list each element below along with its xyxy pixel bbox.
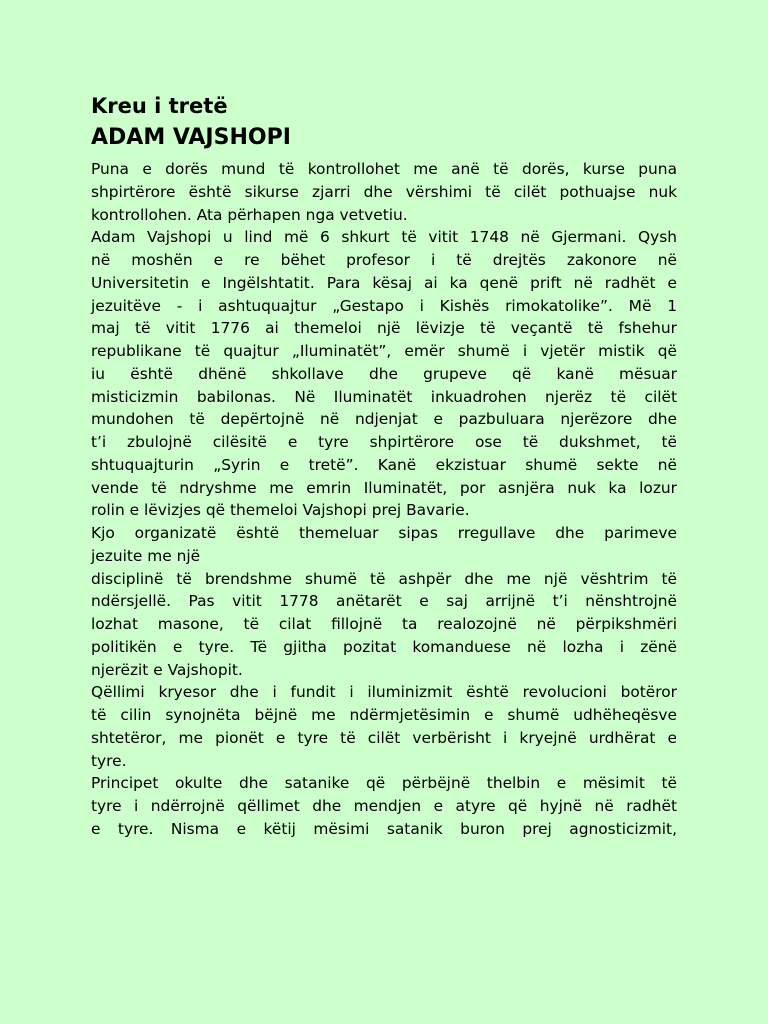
text-line: maj të vitit 1776 ai themeloi një lëvizje të veçantë të fshehur	[91, 319, 677, 338]
text-line: misticizmin babilonas. Në Iluminatët inkuadrohen njerëz të cilët	[91, 387, 677, 406]
text-line: e tyre. Nisma e këtij mësimi satanik buron prej agnosticizmit,	[91, 819, 677, 838]
text-line: politikën e tyre. Të gjitha pozitat komanduese në lozha i zënë	[91, 637, 677, 656]
text-line: shpirtërore është sikurse zjarri dhe vërshimi të cilët pothuajse nuk	[91, 182, 677, 201]
text-line: Principet okulte dhe satanike që përbëjnë thelbin e mësimit të	[91, 774, 677, 793]
text-line: jezuite me një	[91, 546, 201, 565]
text-line: në moshën e re bëhet profesor i të drejtës zakonore në	[91, 251, 677, 269]
document-page	[91, 90, 677, 841]
text-line: të cilin synojnëta bëjnë me ndërmjetësimin e shumë udhëheqësve	[91, 706, 677, 724]
text-line: Kjo organizatë është themeluar sipas rregullave dhe parimeve	[91, 524, 677, 542]
text-line: iu është dhënë shkollave dhe grupeve që kanë mësuar	[91, 364, 677, 383]
chapter-heading: Kreu i tretë	[91, 94, 228, 118]
text-line: Adam Vajshopi u lind më 6 shkurt të vitit 1748 në Gjermani. Qysh	[91, 228, 677, 247]
text-line: tyre i ndërrojnë qëllimet dhe mendjen e atyre që hyjnë në radhët	[91, 797, 677, 815]
text-line: t’i zbulojnë cilësitë e tyre shpirtërore ose të dukshmet, të	[91, 433, 677, 451]
text-line: jezuitëve - i ashtuquajtur „Gestapo i Kishës rimokatolike”. Më 1	[91, 296, 677, 315]
text-line: Puna e dorës mund të kontrollohet me anë të dorës, kurse puna	[91, 160, 677, 178]
text-line: lozhat masone, të cilat fillojnë ta realozojnë në përpikshmëri	[91, 615, 677, 633]
text-line: vende të ndryshme me emrin Iluminatët, por asnjëra nuk ka lozur	[91, 478, 677, 497]
text-line: mundohen të depërtojnë në ndjenjat e pazbuluara njerëzore dhe	[91, 410, 677, 429]
text-line: Universitetin e Ingëlshtatit. Para kësaj ai ka qenë prift në radhët e	[91, 273, 677, 292]
body-text	[91, 158, 677, 841]
text-line: Qëllimi kryesor dhe i fundit i iluminizmit është revolucioni botëror	[91, 683, 677, 702]
text-line: kontrollohen. Ata përhapen nga vetvetiu.	[91, 205, 408, 224]
text-line: rolin e lëvizjes që themeloi Vajshopi prej Bavarie.	[91, 501, 470, 520]
chapter-title: ADAM VAJSHOPI	[91, 125, 291, 150]
text-line: shtetëror, me pionët e tyre të cilët verbërisht i kryejnë urdhërat e	[91, 728, 677, 747]
text-line: tyre.	[91, 751, 127, 770]
text-line: disciplinë të brendshme shumë të ashpër dhe me një vështrim të	[91, 569, 677, 588]
text-line: ndërsjellë. Pas vitit 1778 anëtarët e saj arrijnë t’i nënshtrojnë	[91, 592, 677, 611]
text-line: shtuquajturin „Syrin e tretë”. Kanë ekzistuar shumë sekte në	[91, 455, 677, 474]
text-line: republikane të quajtur „Iluminatët”, emër shumë i vjetër mistik që	[91, 342, 677, 360]
text-line: njerëzit e Vajshopit.	[91, 660, 243, 679]
